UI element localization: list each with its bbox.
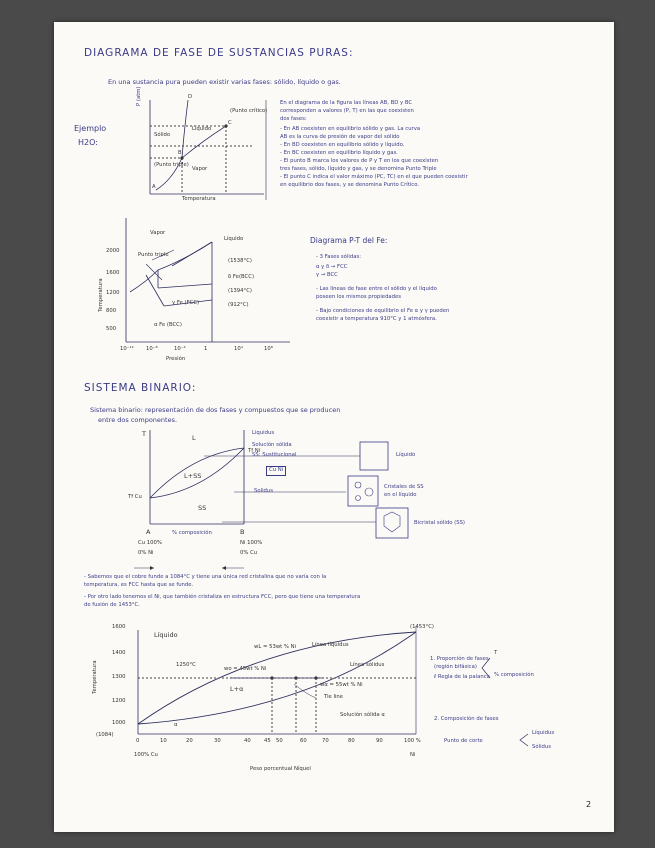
side-note-1c: ℓ Regla de la palanca: [434, 674, 490, 680]
fe-note-3: - Las líneas de fase entre el sólido y el líquido: [316, 286, 437, 292]
water-label-a: A: [152, 184, 156, 190]
fe-note-4: poseen los mismos propiedades: [316, 294, 402, 300]
fe-y-tick-4: 500: [106, 326, 117, 332]
fe-label-delta: δ Fe(BCC): [228, 274, 255, 280]
binary-cristales-2: en el líquido: [384, 492, 417, 498]
water-label-d: D: [188, 94, 193, 100]
binary-l: L: [192, 434, 196, 442]
fe-x-tick-5: 10⁸: [264, 346, 273, 352]
cuni-x-tick-0: 0: [136, 738, 140, 744]
cuni-alpha: α: [174, 722, 178, 728]
cuni-y-tick-1: 1400: [112, 650, 126, 656]
fe-x-axis: Presión: [166, 356, 186, 362]
cuni-x-tick-8: 70: [322, 738, 329, 744]
binary-tf-ni: Tf Ni: [248, 448, 261, 454]
binary-ni0: 0% Ni: [138, 550, 154, 556]
side-note-2: 2. Composición de fases: [434, 716, 499, 722]
water-note-8: tres fases, sólido, líquido y gas, y se denomina Punto Triple: [280, 166, 437, 172]
binary-cristales-1: Cristales de SS: [384, 484, 424, 490]
binary-b: B: [240, 528, 245, 536]
side-note-solidus: Sólidus: [532, 744, 552, 750]
fe-x-tick-4: 10⁴: [234, 346, 243, 352]
cuni-x-tick-2: 20: [186, 738, 193, 744]
cuni-x-tick-4: 40: [244, 738, 251, 744]
cuni-x-tick-10: 90: [376, 738, 383, 744]
cuni-solucion: Solución sólida α: [340, 712, 385, 718]
notebook-page: [54, 22, 614, 832]
cuni-t1084: (1084): [96, 732, 114, 738]
cuni-y-tick-3: 1200: [112, 698, 126, 704]
page-title: DIAGRAMA DE FASE DE SUSTANCIAS PURAS:: [84, 47, 354, 59]
paragraph-line-1: temperatura, es FCC hasta que se funde.: [84, 582, 194, 588]
water-solido: Sólido: [154, 132, 171, 138]
binary-ss: SS: [198, 504, 207, 512]
fe-y-tick-1: 1600: [106, 270, 120, 276]
cuni-l-alpha: L+α: [230, 685, 244, 693]
water-p-axis: P (atm): [136, 86, 142, 106]
water-note-1: corresponden a valores (P, T) en las que coexisten: [280, 108, 414, 114]
fe-y-tick-3: 800: [106, 308, 117, 314]
paragraph-line-3: de fusión de 1453°C.: [84, 602, 140, 608]
binary-heading: SISTEMA BINARIO:: [84, 382, 197, 394]
bracket-2: [520, 734, 528, 746]
cuni-y-axis: Temperatura: [92, 660, 98, 694]
binary-liquido: Líquido: [396, 452, 416, 458]
binary-cu-ni: Cu Ni: [266, 466, 286, 476]
fe-y-axis: Temperatura: [98, 278, 104, 312]
side-note-1b: (región bifásica): [434, 664, 477, 670]
fe-note-1: α y δ → FCC: [316, 264, 348, 270]
cuni-ni100: Ni: [410, 752, 416, 758]
cuni-x-axis: Peso porcentual Níquel: [250, 766, 311, 772]
binary-ni100: Ni 100%: [240, 540, 263, 546]
paragraph-line-2: - Por otro lado tenemos el Ni, que también cristaliza en estructura FCC, pero que tiene una temperatura: [84, 594, 361, 600]
binary-solucion-solida: Solución sólida: [252, 442, 292, 448]
fe-note-6: coexistir a temperatura 910°C y 1 atmósfera.: [316, 316, 437, 322]
cuni-x-tick-3: 30: [214, 738, 221, 744]
fe-x-tick-2: 10⁻⁴: [174, 346, 186, 352]
fe-y-tick-2: 1200: [106, 290, 120, 296]
fe-label-1538: (1538°C): [228, 258, 252, 264]
cuni-x-tick-6: 50: [276, 738, 283, 744]
intro-text: En una sustancia pura pueden existir varias fases: sólido, líquido o gas.: [108, 78, 341, 86]
fe-punto-triple: Punto triple: [138, 252, 169, 258]
cuni-x-tick-11: 100 %: [404, 738, 421, 744]
water-punto-critico: (Punto crítico): [230, 108, 268, 114]
cuni-x-tick-7: 60: [300, 738, 307, 744]
cuni-cu100: 100% Cu: [134, 752, 158, 758]
water-t-axis: Temperatura: [182, 196, 216, 202]
cuni-t1453: (1453°C): [410, 624, 434, 630]
water-note-3: - En AB coexisten en equilibrio sólido y gas. La curva: [280, 126, 421, 132]
fe-x-tick-1: 10⁻⁸: [146, 346, 158, 352]
binary-definition-1: Sistema binario: representación de dos fases y compuestos que se producen: [90, 406, 341, 414]
fe-note-0: - 3 Fases sólidas:: [316, 254, 362, 260]
binary-liquidus: Liquidus: [252, 430, 275, 436]
water-liquido: Líquido: [192, 126, 212, 132]
side-note-1: 1. Proporción de fases: [430, 656, 489, 662]
binary-bicristal: Bicristal sólido (SS): [414, 520, 465, 526]
paragraph-line-0: - Sabemos que el cobre funde a 1084°C y tiene una única red cristalina que no varía con la: [84, 574, 327, 580]
page-number: 2: [586, 800, 592, 809]
water-note-0: En el diagrama de la figura las líneas AB, BD y BC: [280, 100, 413, 106]
water-note-10: en equilibrio dos fases, y se denomina Punto Crítico.: [280, 182, 420, 188]
fe-label-1394: (1394°C): [228, 288, 252, 294]
binary-sketch: [134, 430, 408, 570]
side-note-comp: % composición: [494, 672, 534, 678]
cuni-x-tick-5: 45: [264, 738, 271, 744]
water-punto-triple: (Punto triple): [154, 162, 189, 168]
cuni-y-tick-4: 1000: [112, 720, 126, 726]
water-note-7: - El punto B marca los valores de P y T en los que coexisten: [280, 158, 439, 164]
water-note-6: - En BC coexisten en equilibrio líquido y gas.: [280, 150, 398, 156]
example-formula: H2O:: [78, 138, 98, 147]
binary-a: A: [146, 528, 151, 536]
fe-label-alpha: α Fe (BCC): [154, 322, 182, 328]
binary-lss: L+SS: [184, 472, 202, 480]
binary-axis-t: T: [142, 430, 146, 438]
fe-y-tick-0: 2000: [106, 248, 120, 254]
binary-solidus: Solidus: [254, 488, 274, 494]
fe-label-gamma: γ Fe (FCC): [172, 300, 200, 306]
side-note-liquidus: Líquidus: [532, 730, 555, 736]
water-note-5: - En BD coexisten en equilibrio sólido y líquido.: [280, 142, 405, 148]
cuni-tie-line: Tie line: [324, 694, 344, 700]
cuni-liquido: Líquido: [154, 631, 178, 639]
cuni-linea-solidus: Línea sólidus: [350, 662, 385, 668]
side-note-t: T: [494, 650, 498, 656]
binary-cu0: 0% Cu: [240, 550, 258, 556]
cuni-linea-liquidus: Línea líquidus: [312, 642, 349, 648]
fe-x-tick-0: 10⁻¹²: [120, 346, 134, 352]
fe-label-912: (912°C): [228, 302, 249, 308]
fe-notes-heading: Diagrama P-T del Fe:: [310, 236, 388, 245]
binary-cu100: Cu 100%: [138, 540, 162, 546]
side-note-2b: Punto de corte: [444, 738, 483, 744]
water-note-4: AB es la curva de presión de vapor del sólido: [280, 134, 400, 140]
cuni-wa: wα = 55wt % Ni: [320, 682, 363, 688]
cuni-x-tick-1: 10: [160, 738, 167, 744]
fe-note-5: - Bajo condiciones de equilibrio el Fe α y γ pueden: [316, 308, 450, 314]
cuni-y-tick-0: 1600: [112, 624, 126, 630]
water-vapor: Vapor: [192, 166, 208, 172]
binary-definition-2: entre dos componentes.: [98, 416, 178, 424]
binary-ss-sustitucional: SS: Sustitucional: [252, 452, 297, 458]
cuni-x-tick-9: 80: [348, 738, 355, 744]
fe-vapor: Vapor: [150, 230, 166, 236]
example-label: Ejemplo: [74, 124, 107, 133]
fe-x-tick-3: 1: [204, 346, 208, 352]
water-note-2: dos fases:: [280, 116, 307, 122]
water-note-9: - El punto C indica el valor máximo (PC, TC) en el que pueden coexistir: [280, 174, 468, 180]
binary-tf-cu: Tf Cu: [128, 494, 142, 500]
water-label-b: B: [178, 150, 182, 156]
binary-composicion: % composición: [172, 530, 212, 536]
cuni-wl: wL = 53wt % Ni: [254, 644, 297, 650]
cuni-y-tick-2: 1300: [112, 674, 126, 680]
water-label-c: C: [228, 120, 232, 126]
cuni-t1250: 1250°C: [176, 662, 196, 668]
fe-liquido: Líquido: [224, 236, 244, 242]
cuni-wo: wo = 45wt % Ni: [224, 666, 267, 672]
fe-note-2: γ → BCC: [316, 272, 338, 278]
